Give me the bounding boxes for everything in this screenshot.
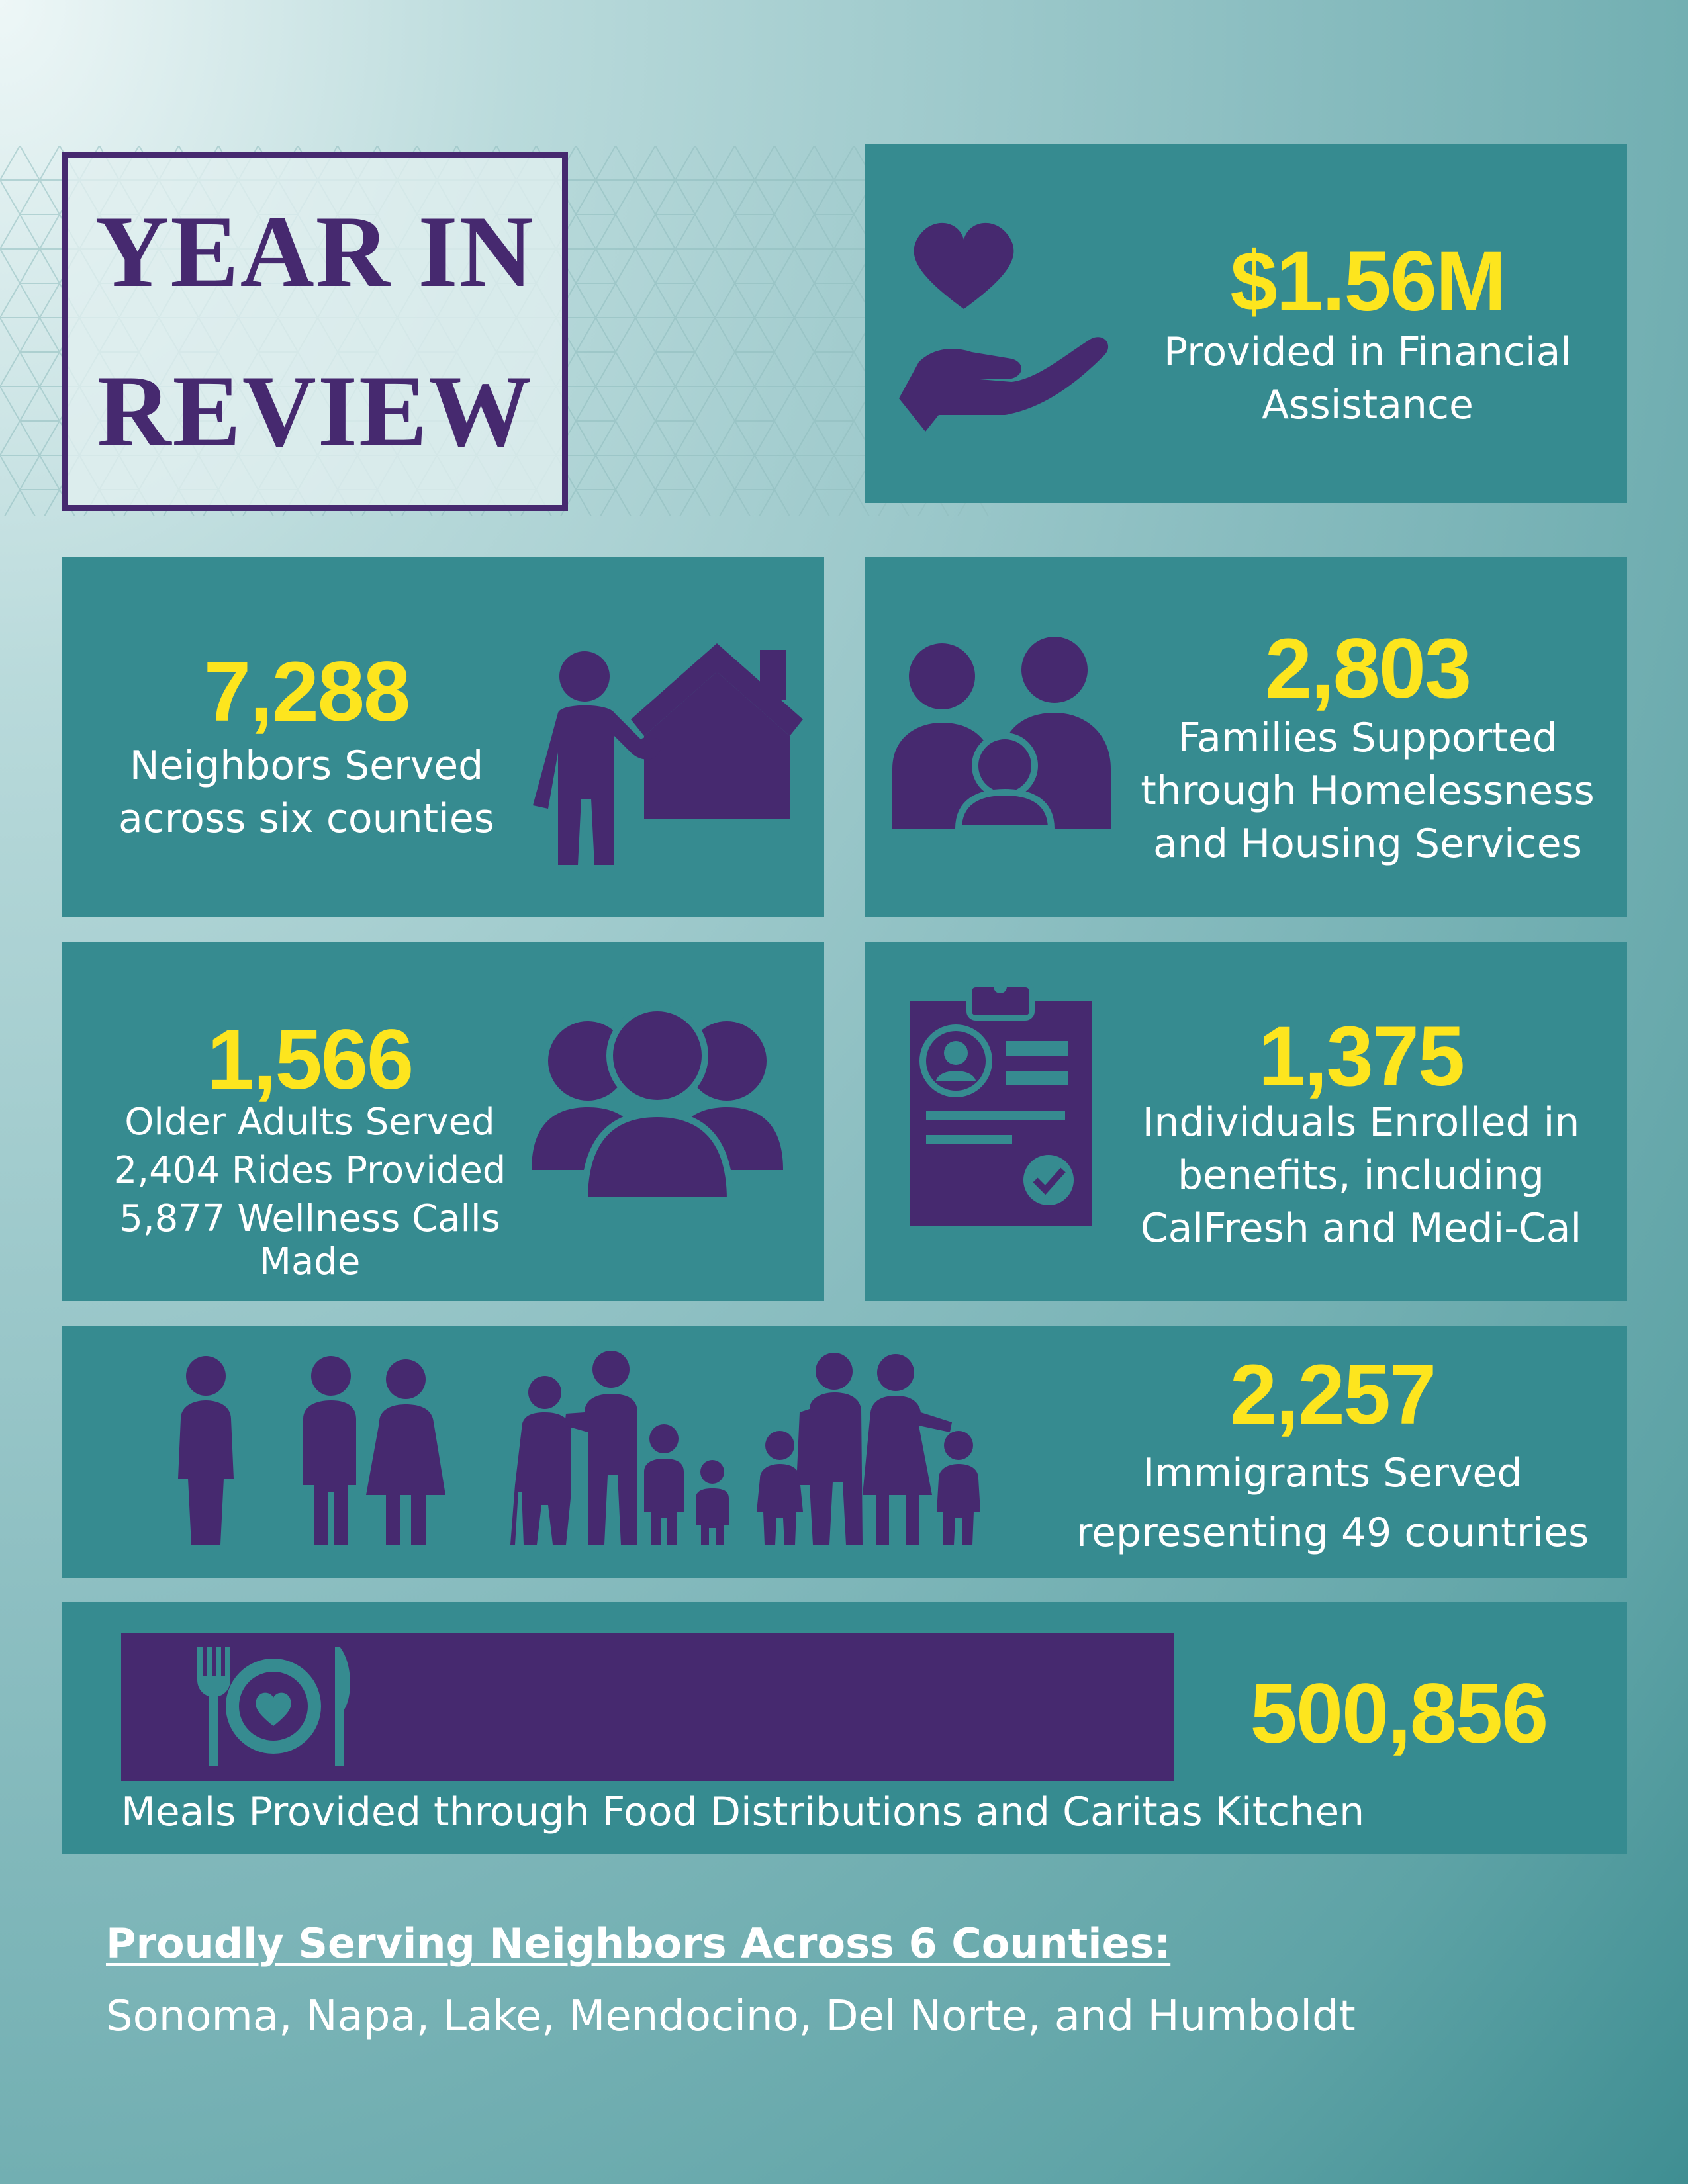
group-icon (532, 1008, 783, 1200)
immigrants-value: 2,257 (1229, 1347, 1436, 1442)
financial-assistance-card (865, 144, 1627, 503)
families-line-3: and Housing Services (1153, 821, 1582, 867)
meals-card (62, 1602, 1627, 1854)
neighbors-card (62, 557, 824, 917)
benefits-line-2: benefits, including (1178, 1152, 1544, 1199)
family-icon (892, 637, 1111, 829)
older-adults-line-2: 2,404 Rides Provided (113, 1149, 506, 1192)
counties-list: Sonoma, Napa, Lake, Mendocino, Del Norte, and Humboldt (106, 1992, 1356, 2041)
people-groups-icon (161, 1353, 1055, 1551)
immigrants-line-2: representing 49 countries (1076, 1510, 1589, 1556)
neighbors-line-2: across six counties (118, 796, 495, 842)
families-card (865, 557, 1627, 917)
families-value: 2,803 (1264, 621, 1471, 716)
families-line-2: through Homelessness (1141, 768, 1595, 814)
neighbors-value: 7,288 (203, 645, 410, 739)
title-line-2: REVIEW (97, 353, 533, 468)
title-line-1: YEAR IN (95, 195, 535, 309)
families-line-1: Families Supported (1178, 715, 1558, 761)
benefits-value: 1,375 (1258, 1009, 1464, 1104)
older-adults-line-3: 5,877 Wellness Calls Made (119, 1197, 500, 1283)
benefits-card (865, 942, 1627, 1301)
meals-value: 500,856 (1250, 1666, 1548, 1761)
person-house-icon (525, 620, 816, 872)
neighbors-line-1: Neighbors Served (129, 743, 484, 789)
benefits-line-3: CalFresh and Medi-Cal (1140, 1205, 1582, 1251)
older-adults-card (62, 942, 824, 1301)
immigrants-card (62, 1326, 1627, 1578)
clipboard-icon (910, 975, 1095, 1226)
heart-hand-icon (892, 216, 1117, 435)
financial-line-1: Provided in Financial (1163, 329, 1572, 375)
benefits-line-1: Individuals Enrolled in (1142, 1099, 1580, 1146)
plate-icon (191, 1643, 356, 1769)
meals-caption: Meals Provided through Food Distributions and Caritas Kitchen (121, 1789, 1365, 1835)
immigrants-line-1: Immigrants Served (1143, 1450, 1523, 1496)
financial-line-2: Assistance (1262, 382, 1474, 428)
financial-value: $1.56M (1230, 234, 1505, 329)
title-box (62, 152, 568, 511)
older-adults-line-1: Older Adults Served (124, 1101, 495, 1144)
counties-heading: Proudly Serving Neighbors Across 6 Counties: (106, 1919, 1171, 1968)
older-adults-value: 1,566 (207, 1013, 413, 1107)
